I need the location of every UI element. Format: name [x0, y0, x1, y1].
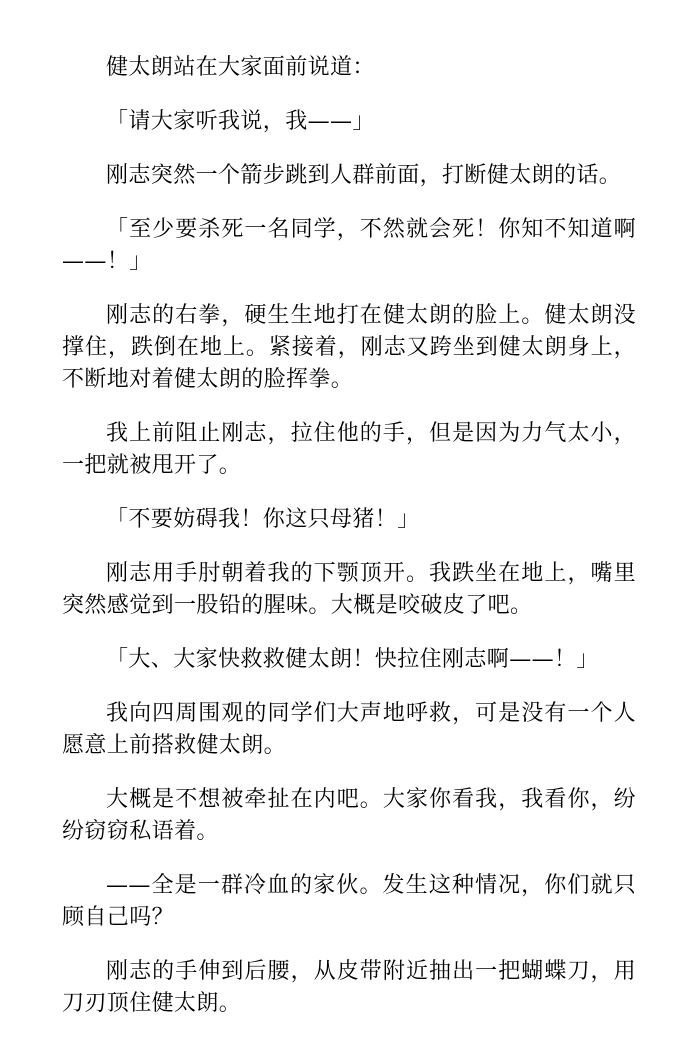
paragraph-10: 我向四周围观的同学们大声地呼救，可是没有一个人愿意上前搭救健太朗。	[62, 701, 636, 758]
paragraph-4: 「至少要杀死一名同学，不然就会死！你知不知道啊——！」	[62, 217, 636, 274]
paragraph-2: 「请大家听我说，我——」	[106, 109, 375, 134]
paragraph-5: 刚志的右拳，硬生生地打在健太朗的脸上。健太朗没撑住，跌倒在地上。紧接着，刚志又跨坐到健太朗身上，不断地对着健太朗的脸挥拳。	[62, 303, 636, 392]
paragraph-6: 我上前阻止刚志，拉住他的手，但是因为力气太小，一把就被甩开了。	[62, 421, 636, 478]
paragraph-12: ——全是一群冷血的家伙。发生这种情况，你们就只顾自己吗？	[62, 873, 636, 930]
paragraph-9: 「大、大家快救救健太朗！快拉住刚志啊——！」	[106, 647, 599, 672]
paragraph-13: 刚志的手伸到后腰，从皮带附近抽出一把蝴蝶刀，用刀刃顶住健太朗。	[62, 959, 636, 1016]
paragraph-11: 大概是不想被牵扯在内吧。大家你看我，我看你，纷纷窃窃私语着。	[62, 787, 636, 844]
paragraph-8: 刚志用手肘朝着我的下颚顶开。我跌坐在地上，嘴里突然感觉到一股铅的腥味。大概是咬破皮了吧。	[62, 561, 636, 618]
paragraph-1: 健太朗站在大家面前说道：	[106, 55, 375, 80]
paragraph-7: 「不要妨碍我！你这只母猪！」	[106, 507, 420, 532]
document-page	[62, 52, 636, 1042]
paragraph-3: 刚志突然一个箭步跳到人群前面，打断健太朗的话。	[106, 163, 622, 188]
